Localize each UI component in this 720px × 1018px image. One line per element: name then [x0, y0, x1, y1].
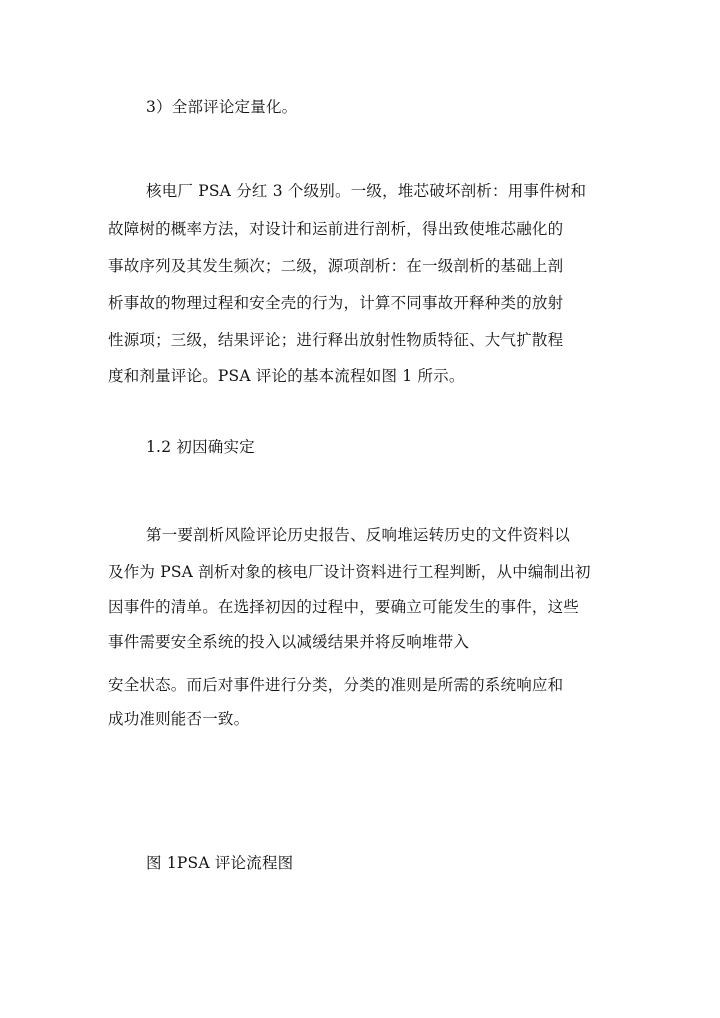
paragraph-line: 及作为 PSA 剖析对象的核电厂设计资料进行工程判断，从中编制出初	[108, 563, 591, 581]
section-heading: 1.2 初因确实定	[146, 438, 255, 456]
paragraph-line: 成功准则能否一致。	[108, 710, 250, 728]
paragraph-line: 事件需要安全系统的投入以减缓结果并将反响堆带入	[108, 633, 470, 651]
paragraph-line: 第一要剖析风险评论历史报告、反响堆运转历史的文件资料以	[146, 526, 570, 544]
paragraph-line: 性源项；三级，结果评论；进行释出放射性物质特征、大气扩散程	[108, 331, 564, 349]
figure-caption: 图 1PSA 评论流程图	[146, 854, 294, 872]
list-item-3: 3）全部评论定量化。	[146, 98, 298, 116]
paragraph-line: 因事件的清单。在选择初因的过程中，要确立可能发生的事件，这些	[108, 598, 580, 616]
paragraph-line: 事故序列及其发生频次；二级，源项剖析：在一级剖析的基础上剖	[108, 257, 564, 275]
paragraph-line: 度和剂量评论。PSA 评论的基本流程如图 1 所示。	[108, 367, 465, 385]
paragraph-line: 核电厂 PSA 分红 3 个级别。一级，堆芯破坏剖析：用事件树和	[146, 182, 587, 200]
paragraph-line: 故障树的概率方法，对设计和运前进行剖析，得出致使堆芯融化的	[108, 220, 564, 238]
paragraph-line: 安全状态。而后对事件进行分类，分类的准则是所需的系统响应和	[108, 676, 564, 694]
paragraph-line: 析事故的物理过程和安全壳的行为，计算不同事故开释种类的放射	[108, 294, 564, 312]
